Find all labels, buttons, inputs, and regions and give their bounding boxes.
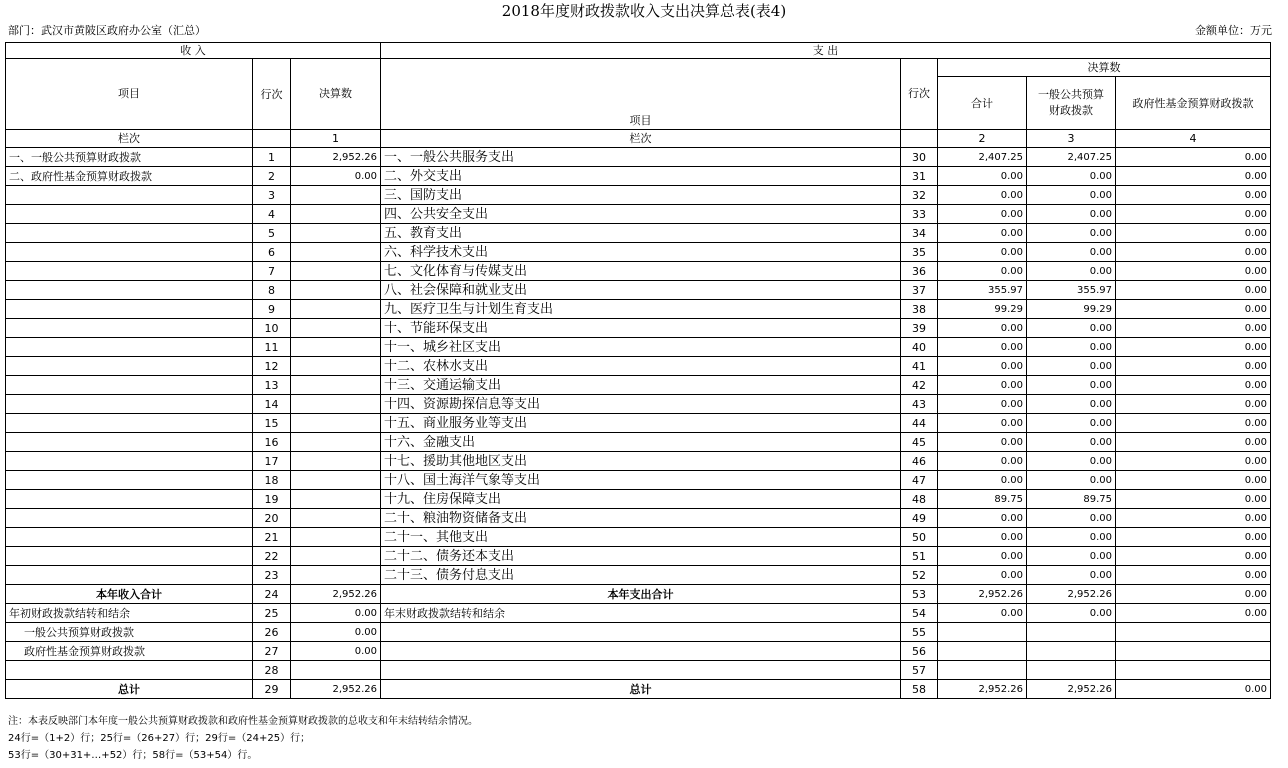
expense-line-no: 58 xyxy=(901,680,938,699)
income-item xyxy=(6,224,253,243)
income-amount xyxy=(291,452,381,471)
income-amount xyxy=(291,319,381,338)
expense-fund: 0.00 xyxy=(1116,357,1271,376)
table-row xyxy=(6,148,1271,167)
expense-general: 0.00 xyxy=(1027,205,1116,224)
expense-total: 0.00 xyxy=(938,224,1027,243)
income-amount xyxy=(291,471,381,490)
col-index-2: 2 xyxy=(938,130,1027,148)
income-line-no: 26 xyxy=(253,623,291,642)
empty-cell xyxy=(1116,642,1271,661)
expense-total: 0.00 xyxy=(938,414,1027,433)
expense-fund: 0.00 xyxy=(1116,376,1271,395)
table-row xyxy=(6,433,1271,452)
expense-fund: 0.00 xyxy=(1116,319,1271,338)
income-line-no: 17 xyxy=(253,452,291,471)
expense-general: 0.00 xyxy=(1027,452,1116,471)
expense-line-no: 38 xyxy=(901,300,938,319)
income-item xyxy=(6,338,253,357)
expense-line-no: 39 xyxy=(901,319,938,338)
footnote-line: 注：本表反映部门本年度一般公共预算财政拨款和政府性基金预算财政拨款的总收支和年末结转结余情况。 xyxy=(8,716,478,727)
expense-total: 0.00 xyxy=(938,566,1027,585)
income-line-no: 8 xyxy=(253,281,291,300)
expense-item: 六、科学技术支出 xyxy=(381,243,901,262)
expense-fund: 0.00 xyxy=(1116,490,1271,509)
expense-general: 0.00 xyxy=(1027,528,1116,547)
expense-fund: 0.00 xyxy=(1116,281,1271,300)
expense-line-no: 43 xyxy=(901,395,938,414)
expense-total: 0.00 xyxy=(938,243,1027,262)
expense-line-no: 45 xyxy=(901,433,938,452)
expense-fund: 0.00 xyxy=(1116,148,1271,167)
expense-fund: 0.00 xyxy=(1116,680,1271,699)
income-amount xyxy=(291,224,381,243)
expense-item: 八、社会保障和就业支出 xyxy=(381,281,901,300)
col-index-3: 3 xyxy=(1027,130,1116,148)
income-item xyxy=(6,509,253,528)
expense-total: 0.00 xyxy=(938,509,1027,528)
expense-fund: 0.00 xyxy=(1116,509,1271,528)
expense-line-no: 49 xyxy=(901,509,938,528)
expense-total: 2,952.26 xyxy=(938,585,1027,604)
income-amount: 0.00 xyxy=(291,623,381,642)
income-begin-fund-label: 政府性基金预算财政拨款 xyxy=(6,642,253,661)
income-item xyxy=(6,490,253,509)
income-line-no: 24 xyxy=(253,585,291,604)
expense-fund: 0.00 xyxy=(1116,224,1271,243)
empty-cell xyxy=(6,661,253,680)
expense-item: 十四、资源勘探信息等支出 xyxy=(381,395,901,414)
income-amount xyxy=(291,243,381,262)
expense-fund: 0.00 xyxy=(1116,205,1271,224)
income-item xyxy=(6,186,253,205)
expense-general: 0.00 xyxy=(1027,547,1116,566)
income-line-no: 10 xyxy=(253,319,291,338)
income-line-no: 14 xyxy=(253,395,291,414)
table-row xyxy=(6,376,1271,395)
income-amount xyxy=(291,186,381,205)
income-line-no: 20 xyxy=(253,509,291,528)
income-line-no: 15 xyxy=(253,414,291,433)
expense-general: 0.00 xyxy=(1027,509,1116,528)
income-line-header: 行次 xyxy=(253,59,291,130)
expense-fund: 0.00 xyxy=(1116,585,1271,604)
table-row xyxy=(6,414,1271,433)
expense-item: 二十二、债务还本支出 xyxy=(381,547,901,566)
carryover-fund-row xyxy=(6,642,1271,661)
expense-fund-header: 政府性基金预算财政拨款 xyxy=(1116,77,1271,130)
table-row xyxy=(6,338,1271,357)
income-line-no: 28 xyxy=(253,661,291,680)
expense-general: 0.00 xyxy=(1027,566,1116,585)
table-row xyxy=(6,167,1271,186)
expense-line-no: 40 xyxy=(901,338,938,357)
expense-general: 0.00 xyxy=(1027,167,1116,186)
expense-item: 十二、农林水支出 xyxy=(381,357,901,376)
empty-cell xyxy=(1027,661,1116,680)
income-amount: 0.00 xyxy=(291,642,381,661)
income-line-no: 27 xyxy=(253,642,291,661)
expense-line-no: 35 xyxy=(901,243,938,262)
empty-cell xyxy=(938,623,1027,642)
empty-cell xyxy=(901,130,938,148)
col-index-4: 4 xyxy=(1116,130,1271,148)
expense-fund: 0.00 xyxy=(1116,471,1271,490)
expense-line-no: 32 xyxy=(901,186,938,205)
income-line-no: 29 xyxy=(253,680,291,699)
table-row xyxy=(6,528,1271,547)
expense-item: 十八、国土海洋气象等支出 xyxy=(381,471,901,490)
expense-year-total-label: 本年支出合计 xyxy=(381,585,901,604)
table-row xyxy=(6,186,1271,205)
income-item xyxy=(6,376,253,395)
income-amount xyxy=(291,509,381,528)
table-row xyxy=(6,490,1271,509)
expense-general: 0.00 xyxy=(1027,262,1116,281)
expense-general: 0.00 xyxy=(1027,395,1116,414)
income-item xyxy=(6,281,253,300)
table-row xyxy=(6,357,1271,376)
expense-line-no: 53 xyxy=(901,585,938,604)
expense-general: 0.00 xyxy=(1027,319,1116,338)
expense-fund: 0.00 xyxy=(1116,604,1271,623)
expense-total: 0.00 xyxy=(938,186,1027,205)
income-item xyxy=(6,243,253,262)
expense-fund: 0.00 xyxy=(1116,300,1271,319)
expense-total: 0.00 xyxy=(938,433,1027,452)
expense-line-no: 34 xyxy=(901,224,938,243)
expense-line-no: 54 xyxy=(901,604,938,623)
expense-total: 0.00 xyxy=(938,471,1027,490)
expense-fund: 0.00 xyxy=(1116,243,1271,262)
expense-item: 二十一、其他支出 xyxy=(381,528,901,547)
table-row xyxy=(6,509,1271,528)
income-item xyxy=(6,300,253,319)
expense-item: 四、公共安全支出 xyxy=(381,205,901,224)
expense-line-no: 48 xyxy=(901,490,938,509)
income-item: 二、政府性基金预算财政拨款 xyxy=(6,167,253,186)
expense-total: 0.00 xyxy=(938,167,1027,186)
expense-fund: 0.00 xyxy=(1116,433,1271,452)
year-total-row xyxy=(6,585,1271,604)
income-amount xyxy=(291,338,381,357)
footnotes xyxy=(8,713,478,764)
expense-fund: 0.00 xyxy=(1116,452,1271,471)
col-label: 栏次 xyxy=(6,130,253,148)
income-amount: 0.00 xyxy=(291,604,381,623)
expense-fund: 0.00 xyxy=(1116,338,1271,357)
income-amount xyxy=(291,566,381,585)
income-line-no: 7 xyxy=(253,262,291,281)
expense-total: 0.00 xyxy=(938,338,1027,357)
table-row xyxy=(6,471,1271,490)
income-item xyxy=(6,452,253,471)
expense-line-no: 37 xyxy=(901,281,938,300)
col-label: 栏次 xyxy=(381,130,901,148)
expense-item: 五、教育支出 xyxy=(381,224,901,243)
grand-total-row xyxy=(6,680,1271,699)
footnote-line: 24行=（1+2）行；25行=（26+27）行；29行=（24+25）行； xyxy=(8,733,311,744)
expense-item: 十一、城乡社区支出 xyxy=(381,338,901,357)
empty-cell xyxy=(938,642,1027,661)
expense-total: 0.00 xyxy=(938,547,1027,566)
income-item xyxy=(6,547,253,566)
income-line-no: 3 xyxy=(253,186,291,205)
table-row xyxy=(6,281,1271,300)
expense-general: 89.75 xyxy=(1027,490,1116,509)
expense-line-no: 51 xyxy=(901,547,938,566)
income-line-no: 25 xyxy=(253,604,291,623)
expense-fund: 0.00 xyxy=(1116,167,1271,186)
income-item xyxy=(6,528,253,547)
income-amount xyxy=(291,205,381,224)
expense-fund: 0.00 xyxy=(1116,528,1271,547)
income-line-no: 11 xyxy=(253,338,291,357)
expense-fund: 0.00 xyxy=(1116,566,1271,585)
expense-item: 十三、交通运输支出 xyxy=(381,376,901,395)
expense-fund: 0.00 xyxy=(1116,547,1271,566)
empty-cell xyxy=(1027,642,1116,661)
income-item: 一、一般公共预算财政拨款 xyxy=(6,148,253,167)
expense-total: 2,407.25 xyxy=(938,148,1027,167)
expense-line-no: 41 xyxy=(901,357,938,376)
expense-general: 0.00 xyxy=(1027,338,1116,357)
column-header-row xyxy=(6,59,1271,77)
income-item xyxy=(6,319,253,338)
income-amount xyxy=(291,433,381,452)
income-item xyxy=(6,471,253,490)
income-line-no: 16 xyxy=(253,433,291,452)
income-grand-total-label: 总计 xyxy=(6,680,253,699)
income-begin-general-label: 一般公共预算财政拨款 xyxy=(6,623,253,642)
col-index-1: 1 xyxy=(291,130,381,148)
expense-total: 99.29 xyxy=(938,300,1027,319)
expense-general: 0.00 xyxy=(1027,357,1116,376)
expense-general: 355.97 xyxy=(1027,281,1116,300)
expense-item: 十、节能环保支出 xyxy=(381,319,901,338)
expense-line-no: 33 xyxy=(901,205,938,224)
income-line-no: 4 xyxy=(253,205,291,224)
income-amount xyxy=(291,262,381,281)
unit-label: 金额单位：万元 xyxy=(1195,24,1272,37)
expense-general: 0.00 xyxy=(1027,376,1116,395)
expense-general: 0.00 xyxy=(1027,224,1116,243)
income-line-no: 1 xyxy=(253,148,291,167)
expense-total: 0.00 xyxy=(938,205,1027,224)
column-index-row xyxy=(6,130,1271,148)
expense-fund: 0.00 xyxy=(1116,414,1271,433)
expense-item: 十七、援助其他地区支出 xyxy=(381,452,901,471)
expense-end-label: 年末财政拨款结转和结余 xyxy=(381,604,901,623)
empty-cell xyxy=(381,661,901,680)
income-item xyxy=(6,262,253,281)
expense-line-no: 50 xyxy=(901,528,938,547)
empty-cell xyxy=(1116,623,1271,642)
income-item xyxy=(6,395,253,414)
expense-total: 355.97 xyxy=(938,281,1027,300)
expense-fund: 0.00 xyxy=(1116,395,1271,414)
expense-total: 0.00 xyxy=(938,357,1027,376)
income-amount xyxy=(291,300,381,319)
expense-line-no: 55 xyxy=(901,623,938,642)
income-line-no: 5 xyxy=(253,224,291,243)
expense-general-header: 一般公共预算财政拨款 xyxy=(1027,77,1116,130)
expense-section-header: 支 出 xyxy=(381,43,1271,59)
expense-general: 2,952.26 xyxy=(1027,585,1116,604)
income-amount xyxy=(291,490,381,509)
blank-row xyxy=(6,661,1271,680)
income-amount xyxy=(291,395,381,414)
expense-amount-header: 决算数 xyxy=(938,59,1271,77)
income-item xyxy=(6,357,253,376)
expense-item: 七、文化体育与传媒支出 xyxy=(381,262,901,281)
income-line-no: 21 xyxy=(253,528,291,547)
empty-cell xyxy=(938,661,1027,680)
expense-total: 89.75 xyxy=(938,490,1027,509)
expense-line-no: 36 xyxy=(901,262,938,281)
expense-total-header: 合计 xyxy=(938,77,1027,130)
empty-cell xyxy=(381,642,901,661)
table-row xyxy=(6,395,1271,414)
expense-fund: 0.00 xyxy=(1116,186,1271,205)
expense-item: 二、外交支出 xyxy=(381,167,901,186)
expense-line-header: 行次 xyxy=(901,59,938,130)
table-row xyxy=(6,300,1271,319)
expense-item: 二十、粮油物资储备支出 xyxy=(381,509,901,528)
expense-general: 0.00 xyxy=(1027,471,1116,490)
income-line-no: 22 xyxy=(253,547,291,566)
expense-total: 0.00 xyxy=(938,452,1027,471)
income-amount xyxy=(291,547,381,566)
income-item-header: 项目 xyxy=(6,59,253,130)
income-amount: 2,952.26 xyxy=(291,680,381,699)
footnote-line: 53行=（30+31+…+52）行；58行=（53+54）行。 xyxy=(8,750,258,761)
income-line-no: 19 xyxy=(253,490,291,509)
income-line-no: 18 xyxy=(253,471,291,490)
income-amount: 0.00 xyxy=(291,167,381,186)
expense-item: 十五、商业服务业等支出 xyxy=(381,414,901,433)
expense-line-no: 47 xyxy=(901,471,938,490)
expense-total: 0.00 xyxy=(938,395,1027,414)
income-line-no: 13 xyxy=(253,376,291,395)
income-amount xyxy=(291,357,381,376)
expense-total: 0.00 xyxy=(938,319,1027,338)
expense-fund: 0.00 xyxy=(1116,262,1271,281)
expense-general: 99.29 xyxy=(1027,300,1116,319)
expense-line-no: 42 xyxy=(901,376,938,395)
table-row xyxy=(6,452,1271,471)
report-title: 2018年度财政拨款收入支出决算总表(表4) xyxy=(501,2,787,20)
table-row xyxy=(6,243,1271,262)
expense-line-no: 57 xyxy=(901,661,938,680)
expense-item: 十九、住房保障支出 xyxy=(381,490,901,509)
empty-cell xyxy=(291,661,381,680)
expense-total: 2,952.26 xyxy=(938,680,1027,699)
expense-line-no: 46 xyxy=(901,452,938,471)
income-section-header: 收 入 xyxy=(6,43,381,59)
income-begin-label: 年初财政拨款结转和结余 xyxy=(6,604,253,623)
income-amount-header: 决算数 xyxy=(291,59,381,130)
budget-table xyxy=(5,42,1271,699)
income-year-total-label: 本年收入合计 xyxy=(6,585,253,604)
table-row xyxy=(6,262,1271,281)
expense-item: 九、医疗卫生与计划生育支出 xyxy=(381,300,901,319)
income-amount: 2,952.26 xyxy=(291,148,381,167)
expense-item: 十六、金融支出 xyxy=(381,433,901,452)
income-amount xyxy=(291,528,381,547)
expense-general: 0.00 xyxy=(1027,243,1116,262)
income-item xyxy=(6,414,253,433)
expense-line-no: 31 xyxy=(901,167,938,186)
income-amount xyxy=(291,414,381,433)
expense-item: 三、国防支出 xyxy=(381,186,901,205)
expense-item: 一、一般公共服务支出 xyxy=(381,148,901,167)
income-amount xyxy=(291,281,381,300)
carryover-row xyxy=(6,604,1271,623)
table-row xyxy=(6,205,1271,224)
income-line-no: 2 xyxy=(253,167,291,186)
table-row xyxy=(6,319,1271,338)
empty-cell xyxy=(1027,623,1116,642)
carryover-general-row xyxy=(6,623,1271,642)
expense-total: 0.00 xyxy=(938,376,1027,395)
expense-line-no: 52 xyxy=(901,566,938,585)
income-amount xyxy=(291,376,381,395)
empty-cell xyxy=(381,623,901,642)
expense-general: 0.00 xyxy=(1027,186,1116,205)
expense-item-header: 项目 xyxy=(381,59,901,130)
expense-general: 0.00 xyxy=(1027,604,1116,623)
table-row xyxy=(6,566,1271,585)
income-amount: 2,952.26 xyxy=(291,585,381,604)
income-item xyxy=(6,433,253,452)
expense-line-no: 44 xyxy=(901,414,938,433)
expense-total: 0.00 xyxy=(938,262,1027,281)
income-line-no: 12 xyxy=(253,357,291,376)
expense-general: 0.00 xyxy=(1027,414,1116,433)
section-header-row xyxy=(6,43,1271,59)
expense-item: 二十三、债务付息支出 xyxy=(381,566,901,585)
income-line-no: 23 xyxy=(253,566,291,585)
empty-cell xyxy=(253,130,291,148)
expense-grand-total-label: 总计 xyxy=(381,680,901,699)
department-label: 部门：武汉市黄陂区政府办公室（汇总） xyxy=(8,24,206,37)
table-row xyxy=(6,547,1271,566)
expense-total: 0.00 xyxy=(938,604,1027,623)
expense-line-no: 56 xyxy=(901,642,938,661)
empty-cell xyxy=(1116,661,1271,680)
income-item xyxy=(6,566,253,585)
table-row xyxy=(6,224,1271,243)
expense-general: 2,952.26 xyxy=(1027,680,1116,699)
expense-general: 2,407.25 xyxy=(1027,148,1116,167)
income-item xyxy=(6,205,253,224)
income-line-no: 6 xyxy=(253,243,291,262)
expense-line-no: 30 xyxy=(901,148,938,167)
income-line-no: 9 xyxy=(253,300,291,319)
expense-total: 0.00 xyxy=(938,528,1027,547)
expense-general: 0.00 xyxy=(1027,433,1116,452)
